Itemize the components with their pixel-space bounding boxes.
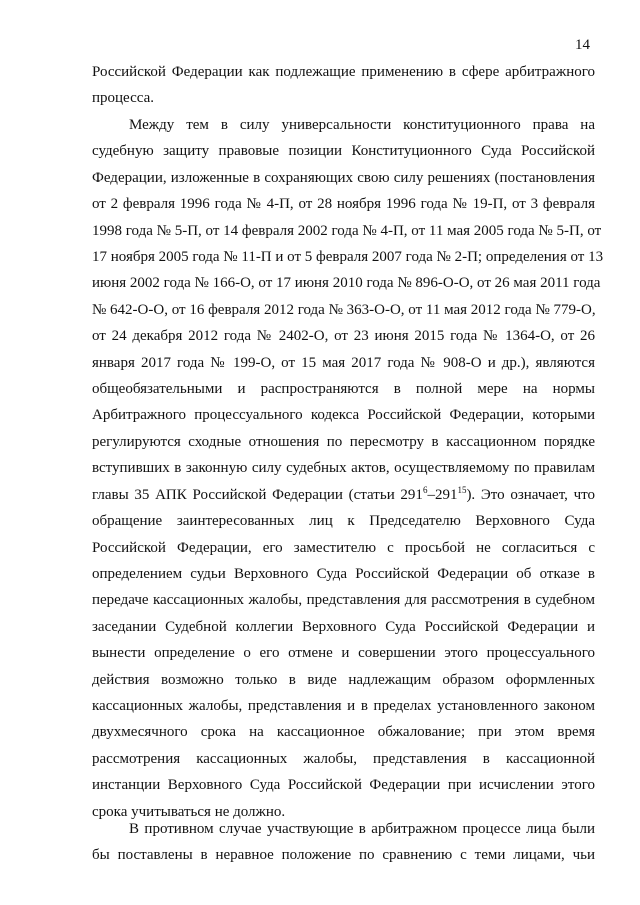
superscript: 15 [457, 484, 467, 495]
text-line: 17 ноября 2005 года № 11-П и от 5 февраля 2007 года № 2-П; определения от 13 [92, 249, 604, 266]
text-line: Федерации, изложенные в сохраняющих свою силу решениях (постановления [92, 169, 595, 186]
text-line: января 2017 года № 199-О, от 15 мая 2017 года № 908-О и др.), являются [92, 354, 595, 371]
text-line: 1998 года № 5-П, от 14 февраля 2002 года № 4-П, от 11 мая 2005 года № 5-П, от [92, 222, 602, 239]
text-line: общеобязательными и распространяются в полной мере на нормы [92, 381, 595, 398]
text-line: от 2 февраля 1996 года № 4-П, от 28 ноября 1996 года № 19-П, от 3 февраля [92, 196, 595, 213]
page-number: 14 [575, 37, 590, 53]
paragraph-3 [92, 816, 595, 869]
text-line: вступивших в законную силу судебных актов, осуществляемому по правилам [92, 460, 595, 477]
text-line-with-superscripts [92, 482, 595, 508]
text-line: Арбитражного процессуального кодекса Российской Федерации, которыми [92, 407, 595, 424]
line-segment: –291 [427, 486, 458, 503]
text-line: судебную защиту правовые позиции Конституционного Суда Российской [92, 143, 595, 160]
text-line: рассмотрения кассационных жалобы, представления в кассационной [92, 750, 595, 767]
line-segment: главы 35 АПК Российской Федерации (статьи 291 [92, 486, 423, 503]
text-line: Российской Федерации как подлежащие применению в сфере арбитражного [92, 64, 595, 80]
text-line: от 24 декабря 2012 года № 2402-О, от 23 июня 2015 года № 1364-О, от 26 [92, 328, 595, 345]
text-line: заседании Судебной коллегии Верховного Суда Российской Федерации и [92, 618, 595, 635]
text-line: инстанции Верховного Суда Российской Федерации при исчислении этого [92, 777, 595, 794]
text-line: бы поставлены в неравное положение по сравнению с теми лицами, чьи [92, 847, 595, 864]
superscript: 6 [422, 484, 428, 495]
text-line: В противном случае участвующие в арбитражном процессе лица были [129, 821, 595, 837]
text-line: вынести определение о его отмене и совершении этого процессуального [92, 645, 595, 662]
paragraph-2 [92, 112, 604, 825]
text-line: Российской Федерации, его заместителю с просьбой не согласиться с [92, 539, 595, 556]
text-line: действия возможно только в виде надлежащим образом оформленных [92, 671, 595, 688]
text-line: № 642-О-О, от 16 февраля 2012 года № 363-О-О, от 11 мая 2012 года № 779-О, [92, 301, 596, 318]
text-line: Между тем в силу универсальности конституционного права на [129, 117, 595, 133]
text-line: передаче кассационных жалобы, представления для рассмотрения в судебном [92, 592, 595, 609]
paragraph-1 [92, 59, 595, 112]
text-line: июня 2002 года № 166-О, от 17 июня 2010 года № 896-О-О, от 26 мая 2011 года [92, 275, 601, 292]
text-line: регулируются сходные отношения по пересмотру в кассационном порядке [92, 433, 595, 450]
text-line: определением судьи Верховного Суда Российской Федерации об отказе в [92, 565, 595, 582]
text-line: кассационных жалобы, представления и в пределах установленного законом [92, 697, 595, 714]
text-line: двухмесячного срока на кассационное обжалование; при этом время [92, 724, 595, 741]
text-line: обращение заинтересованных лиц к Председателю Верховного Суда [92, 513, 595, 530]
text-line: срока учитываться не должно. [92, 803, 286, 820]
text-line: процесса. [92, 90, 154, 107]
line-segment: ). Это означает, что [466, 486, 595, 503]
